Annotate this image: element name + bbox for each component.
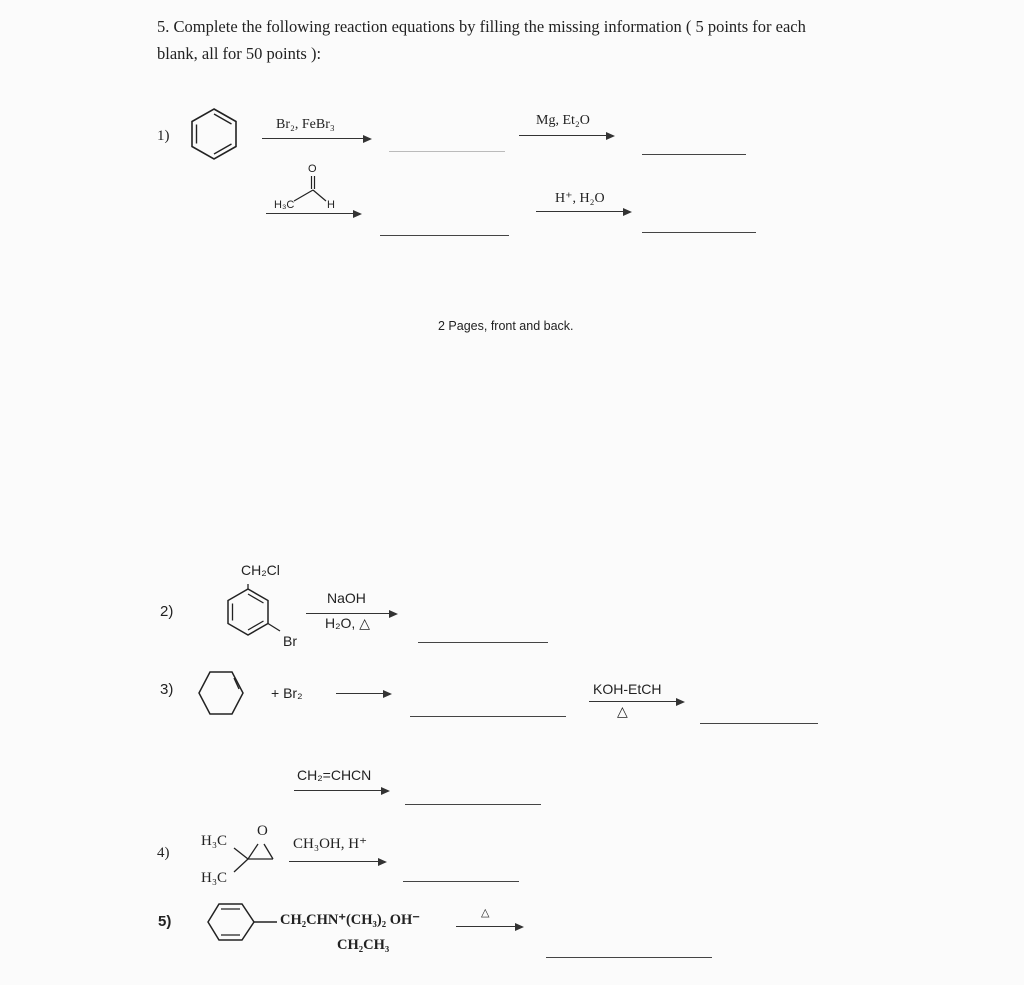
- r4-cond: CH₃OH, H⁺: [293, 836, 367, 852]
- aldehyde-h-label: H: [327, 199, 335, 211]
- r5-chain: CH₂CHN⁺(CH₃)₂ OH⁻: [280, 912, 420, 928]
- r3-plus-br2: + Br₂: [271, 685, 303, 701]
- r2-cond-top: NaOH: [327, 590, 366, 606]
- answer-blank-1a[interactable]: [389, 151, 505, 152]
- reaction-5-number: 5): [158, 913, 172, 930]
- r1-arrow-4: [536, 211, 630, 212]
- epoxide-structure-icon: [228, 838, 284, 878]
- reaction-3-number: 3): [160, 681, 174, 698]
- r4-h3c-bottom: H₃C: [201, 870, 228, 886]
- answer-blank-1c[interactable]: [380, 235, 509, 236]
- r5-arrow: [456, 926, 522, 927]
- r3b-arrow: [294, 790, 388, 791]
- answer-blank-2[interactable]: [418, 642, 548, 643]
- aldehyde-h3c-label: H₃C: [274, 199, 295, 211]
- r3-cond-2-top: KOH-EtCH: [593, 681, 662, 697]
- aldehyde-oxygen-label: O: [308, 163, 317, 175]
- answer-blank-4[interactable]: [403, 881, 519, 882]
- benzene-icon: [222, 584, 274, 638]
- r2-arrow: [306, 613, 396, 614]
- r1-arrow-3: [266, 213, 360, 214]
- r3-arrow-2: [589, 701, 683, 702]
- reaction-1-number: 1): [157, 128, 170, 144]
- r3-cond-2-bottom: △: [617, 703, 628, 719]
- r1-arrow-2: [519, 135, 613, 136]
- r3-arrow-1: [336, 693, 390, 694]
- reaction-2-number: 2): [160, 603, 174, 620]
- question-line-1: 5. Complete the following reaction equations by filling the missing information ( 5 points for each: [157, 17, 806, 36]
- answer-blank-3a[interactable]: [410, 716, 566, 717]
- reaction-4-number: 4): [157, 845, 170, 861]
- r2-ch2cl-label: CH₂Cl: [241, 562, 280, 578]
- r2-cond-bottom: H₂O, △: [325, 615, 370, 631]
- r1-cond-2: Mg, Et₂O: [536, 113, 590, 128]
- r4-h3c-top: H₃C: [201, 833, 228, 849]
- benzene-icon: [186, 106, 242, 162]
- r3b-cond: CH₂=CHCN: [297, 767, 372, 783]
- answer-blank-1d[interactable]: [642, 232, 756, 233]
- question-line-2: blank, all for 50 points ):: [157, 44, 322, 63]
- r2-br-label: Br: [283, 633, 297, 649]
- cyclohexene-icon: [196, 670, 246, 716]
- r4-arrow: [289, 861, 385, 862]
- answer-blank-5[interactable]: [546, 957, 712, 958]
- r1-cond-1: Br₂, FeBr₃: [276, 117, 335, 132]
- benzene-icon: [206, 901, 278, 943]
- r5-branch: CH₂CH₃: [337, 937, 390, 953]
- answer-blank-3c[interactable]: [405, 804, 541, 805]
- r1-cond-3: H⁺, H₂O: [555, 191, 605, 206]
- page-note: 2 Pages, front and back.: [438, 319, 574, 333]
- r5-cond: △: [481, 907, 490, 919]
- r1-arrow-1: [262, 138, 370, 139]
- r4-oxygen-label: O: [257, 823, 268, 839]
- answer-blank-3b[interactable]: [700, 723, 818, 724]
- answer-blank-1b[interactable]: [642, 154, 746, 155]
